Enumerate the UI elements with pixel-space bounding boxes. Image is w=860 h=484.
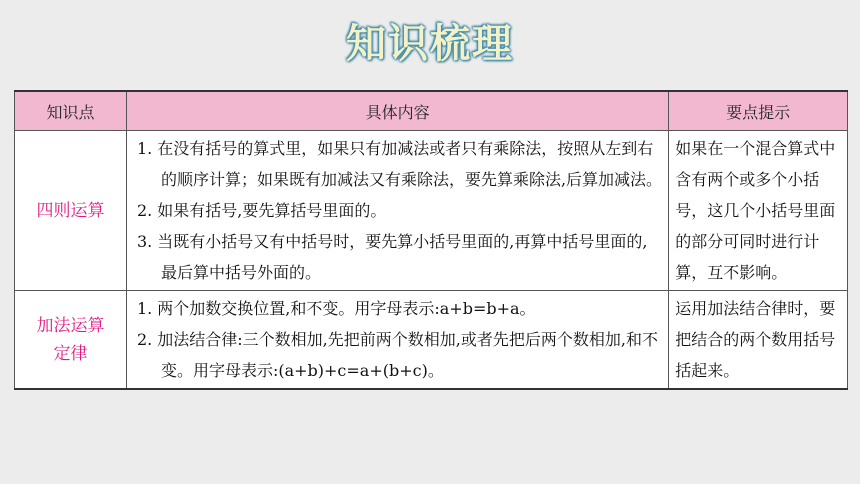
table-row xyxy=(15,291,848,390)
content-item: 2. 如果有括号,要先算括号里面的。 xyxy=(136,201,387,220)
table-header-row xyxy=(15,91,848,131)
topic-cell xyxy=(15,291,127,390)
content-cell xyxy=(126,291,668,390)
topic-cell: 四则运算 xyxy=(15,131,127,291)
table-row xyxy=(15,131,848,291)
content-cell xyxy=(126,131,668,291)
knowledge-table xyxy=(14,90,848,390)
knowledge-table-container xyxy=(14,90,848,390)
content-item: 3. 当既有小括号又有中括号时，要先算小括号里面的,再算中括号里面的,最后算中括号外面的。 xyxy=(136,232,648,282)
topic-label: 加法运算定律 xyxy=(36,315,105,364)
header-content: 具体内容 xyxy=(126,91,668,131)
header-tips: 要点提示 xyxy=(669,91,848,131)
content-item: 1. 在没有括号的算式里，如果只有加减法或者只有乘除法，按照从左到右的顺序计算；如果既有加减法又有乘除法，要先算乘除法,后算加减法。 xyxy=(136,139,663,189)
content-item: 1. 两个加数交换位置,和不变。用字母表示:a+b=b+a。 xyxy=(136,299,536,318)
page-title: 知识梳理 xyxy=(346,21,514,67)
tip-cell: 运用加法结合律时，要把结合的两个数用括号括起来。 xyxy=(669,291,848,390)
tip-cell: 如果在一个混合算式中含有两个或多个小括号，这几个小括号里面的部分可同时进行计算，互不影响。 xyxy=(669,131,848,291)
header-knowledge-point: 知识点 xyxy=(15,91,127,131)
content-item: 2. 加法结合律:三个数相加,先把前两个数相加,或者先把后两个数相加,和不变。用字母表示:(a+b)+c=a+(b+c)。 xyxy=(136,330,658,380)
